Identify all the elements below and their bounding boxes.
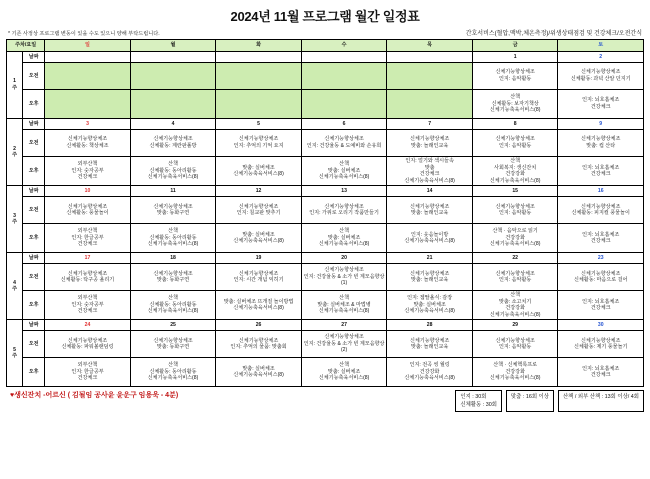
schedule-cell-am xyxy=(130,63,216,90)
schedule-cell-pm xyxy=(301,90,387,119)
schedule-cell-am: 신체기능향상체조 신체활동: 마음으로 걸어 xyxy=(558,264,644,291)
schedule-cell-am: 신체기능향상체조 인지: 건강율동 & 소가 빈 계모음향상(1) xyxy=(301,264,387,291)
schedule-cell-am xyxy=(387,63,473,90)
summary-box: 인지 : 30회 신체활동 : 30회 xyxy=(455,390,502,412)
date-cell: 26 xyxy=(216,320,302,331)
schedule-cell-am: 신체기능향상체조 맞춤: 동화구연 xyxy=(130,264,216,291)
schedule-cell-am xyxy=(301,63,387,90)
schedule-cell-am: 신체기능향상체조 인지: 음악활동 xyxy=(472,331,558,358)
footer xyxy=(6,390,644,412)
subheader xyxy=(6,28,644,39)
week-am-row xyxy=(7,197,644,224)
date-cell: 30 xyxy=(558,320,644,331)
date-row-label: 날짜 xyxy=(23,253,45,264)
week-label: 3 주 xyxy=(7,186,23,253)
schedule-cell-am: 신체기능향상체조 인지: 건강율동 & 도예비와 손유희 xyxy=(301,130,387,157)
schedule-cell-am: 신체기능향상체조 신체활동: 파워볼랜덤링 xyxy=(45,331,131,358)
schedule-cell-am xyxy=(45,63,131,90)
date-cell: 16 xyxy=(558,186,644,197)
date-cell: 15 xyxy=(472,186,558,197)
header-corner: 주차/요일 xyxy=(7,40,45,52)
note-right: 간호서비스(혈압,맥박,체온측정)/위생상태점검 및 건강체크/오전간식 xyxy=(465,31,642,37)
date-cell: 27 xyxy=(301,320,387,331)
schedule-cell-pm: 외부산책 인지: 숫자공부 건강체크 xyxy=(45,157,131,186)
week-date-row xyxy=(7,320,644,331)
schedule-cell-am: 신체기능향상체조 인지: 시간 개념 익히기 xyxy=(216,264,302,291)
schedule-cell-am: 신체기능향상체조 인지: 음악활동 xyxy=(472,264,558,291)
pm-label: 오후 xyxy=(23,224,45,253)
date-cell xyxy=(45,52,131,63)
schedule-cell-pm: 산책 맞춤: 실버체조 & 마법병 신체기능축육서비스(8) xyxy=(301,291,387,320)
date-cell: 10 xyxy=(45,186,131,197)
schedule-cell-pm: 산책 · 신체핵록프로 건강강화 신체기능축육서비스(8) xyxy=(472,358,558,387)
am-label: 오전 xyxy=(23,130,45,157)
date-cell: 28 xyxy=(387,320,473,331)
schedule-cell-pm: 산책 사회복지: 생신잔치 건강강화 신체기능축육서비스(8) xyxy=(472,157,558,186)
schedule-cell-am: 신체기능향상체조 맞춤: 놀래인교육 xyxy=(387,331,473,358)
schedule-cell-am: 신체기능향상체조 신체활동: 풍물놀이 xyxy=(45,197,131,224)
schedule-cell-pm: 맞춤: 실버체조 뜨개질 놀이방법 신체기능축육서비스(8) xyxy=(216,291,302,320)
schedule-cell-pm: 인지: 전곡 씽 월링 건강강화 신체기능축육서비스(8) xyxy=(387,358,473,387)
schedule-cell-pm xyxy=(45,90,131,119)
summary-boxes xyxy=(455,390,644,412)
date-cell xyxy=(216,52,302,63)
week-label: 2 주 xyxy=(7,119,23,186)
schedule-cell-pm xyxy=(387,90,473,119)
header-day-0: 일 xyxy=(45,40,131,52)
table-header-row xyxy=(7,40,644,52)
week-label: 5 주 xyxy=(7,320,23,387)
week-am-row xyxy=(7,264,644,291)
pm-label: 오후 xyxy=(23,157,45,186)
date-cell: 4 xyxy=(130,119,216,130)
schedule-cell-pm: 산책 신체활동: 동아리활동 신체기능축육서비스(8) xyxy=(130,224,216,253)
schedule-cell-am: 신체기능향상체조 인지: 칠교판 맞추기 xyxy=(216,197,302,224)
date-cell: 9 xyxy=(558,119,644,130)
date-cell: 25 xyxy=(130,320,216,331)
schedule-table xyxy=(6,39,644,387)
week-date-row xyxy=(7,119,644,130)
date-cell: 7 xyxy=(387,119,473,130)
schedule-cell-am: 신체기능향상체조 신체활동: 탁구공 올리기 xyxy=(45,264,131,291)
schedule-cell-pm: 인지: 뇌호흡체조 건강체크 xyxy=(558,157,644,186)
pm-label: 오후 xyxy=(23,90,45,119)
date-cell: 21 xyxy=(387,253,473,264)
date-cell xyxy=(130,52,216,63)
week-pm-row xyxy=(7,157,644,186)
schedule-cell-pm: 산책 신체활동: 보자기책상 신체기능축육서비스(8) xyxy=(472,90,558,119)
week-label: 4 주 xyxy=(7,253,23,320)
date-cell: 8 xyxy=(472,119,558,130)
schedule-body xyxy=(7,40,644,387)
schedule-cell-am: 신체기능향상체조 신체활동: 책상체조 xyxy=(45,130,131,157)
date-cell: 29 xyxy=(472,320,558,331)
am-label: 오전 xyxy=(23,264,45,291)
date-cell: 11 xyxy=(130,186,216,197)
week-date-row xyxy=(7,52,644,63)
week-date-row xyxy=(7,186,644,197)
schedule-cell-am: 신체기능향상체조 맞춤: 놀래인교육 xyxy=(387,130,473,157)
schedule-cell-pm: 산책 맞춤: 실버체조 신체기능축육서비스(8) xyxy=(301,358,387,387)
date-cell xyxy=(387,52,473,63)
date-cell: 12 xyxy=(216,186,302,197)
schedule-cell-pm: 인지: 뇌호흡체조 건강체크 xyxy=(558,224,644,253)
schedule-cell-am: 신체기능향상체조 인지: 음악활동 xyxy=(472,130,558,157)
date-cell: 6 xyxy=(301,119,387,130)
schedule-cell-am: 신체기능향상체조 신체활동: 피지컬 풍물놀이 xyxy=(558,197,644,224)
schedule-cell-pm xyxy=(130,90,216,119)
pm-label: 오후 xyxy=(23,358,45,387)
schedule-cell-am: 신체기능향상체조 인지: 가위로 오리기 작품만들기 xyxy=(301,197,387,224)
schedule-cell-pm: 인지: 웃음놀이방 신체기능축육서비스(8) xyxy=(387,224,473,253)
am-label: 오전 xyxy=(23,331,45,358)
schedule-cell-pm: 맞춤: 실버체조 신체기능축육서비스(8) xyxy=(216,224,302,253)
schedule-cell-am: 신체기능향상체조 맞춤: 놀래인교육 xyxy=(387,197,473,224)
schedule-cell-pm: 산책 신체활동: 동아리활동 신체기능축육서비스(8) xyxy=(130,291,216,320)
schedule-cell-am: 신체기능향상체조 신체활동: 계란판폴방 xyxy=(130,130,216,157)
schedule-cell-pm: 인지: 뇌호흡체조 건강체크 xyxy=(558,358,644,387)
schedule-cell-pm: 산책 맞춤: 소고치기 건강강화 신체기능축육서비스(8) xyxy=(472,291,558,320)
date-cell: 2 xyxy=(558,52,644,63)
date-cell: 18 xyxy=(130,253,216,264)
week-pm-row xyxy=(7,291,644,320)
summary-box: 산책 / 외부 산책 : 13회 이상/ 4회 xyxy=(558,390,644,412)
date-cell: 24 xyxy=(45,320,131,331)
schedule-cell-pm: 외부산책 인지: 숫자공부 건강체크 xyxy=(45,291,131,320)
date-cell: 5 xyxy=(216,119,302,130)
date-cell: 23 xyxy=(558,253,644,264)
schedule-cell-am: 신체기능향상체조 인지: 추억의 기억 요지 xyxy=(216,130,302,157)
schedule-cell-pm: 인지: 젬딸올식: 감장 맞춤: 실버체조 신체기능축육서비스(8) xyxy=(387,291,473,320)
pm-label: 오후 xyxy=(23,291,45,320)
schedule-cell-am: 신체기능향상체조 맞춤: 동화구연 xyxy=(130,331,216,358)
schedule-cell-am: 신체기능향상체조 맞춤: 컵 산타 xyxy=(558,130,644,157)
date-cell: 17 xyxy=(45,253,131,264)
week-am-row xyxy=(7,63,644,90)
schedule-cell-pm: 인지: 뇌호흡체조 건강체크 xyxy=(558,90,644,119)
schedule-cell-pm: 산책 신체활동: 동아리활동 신체기능축육서비스(8) xyxy=(130,358,216,387)
birthday-note: ♥생신잔치 -어르신 ( 김될임 공사윤 윤운구 임용욱 - 4분) xyxy=(10,392,179,400)
note-left: * 기존 사정상 프로그램 변동이 있을 수도 있으니 양해 부탁드립니다. xyxy=(8,31,160,37)
date-cell: 1 xyxy=(472,52,558,63)
week-pm-row xyxy=(7,358,644,387)
header-day-3: 수 xyxy=(301,40,387,52)
week-pm-row xyxy=(7,224,644,253)
date-cell xyxy=(301,52,387,63)
schedule-cell-am: 신체기능향상체조 맞춤: 놀래인교육 xyxy=(387,264,473,291)
schedule-cell-pm: 산책 신체활동: 동아리활동 신체기능축육서비스(8) xyxy=(130,157,216,186)
schedule-cell-pm xyxy=(216,90,302,119)
date-cell: 22 xyxy=(472,253,558,264)
date-cell: 13 xyxy=(301,186,387,197)
date-cell: 19 xyxy=(216,253,302,264)
schedule-cell-pm: 외부산책 인지: 한글공부 건강체크 xyxy=(45,224,131,253)
header-day-2: 화 xyxy=(216,40,302,52)
schedule-cell-pm: 맞춤: 실버체조 신체기능축육서비스(8) xyxy=(216,157,302,186)
schedule-cell-am: 신체기능향상체조 인지: 추억의 물품: 맞춤회 xyxy=(216,331,302,358)
date-cell: 20 xyxy=(301,253,387,264)
schedule-cell-am: 신체기능향상체조 신체활동: 과녁 산알 던지기 xyxy=(558,63,644,90)
am-label: 오전 xyxy=(23,197,45,224)
page-title: 2024년 11월 프로그램 월간 일정표 xyxy=(230,9,420,24)
date-row-label: 날짜 xyxy=(23,186,45,197)
header-day-6: 토 xyxy=(558,40,644,52)
schedule-cell-am: 신체기능향상체조 맞춤: 동화구연 xyxy=(130,197,216,224)
schedule-cell-pm: 산책 · 음악으로 읽기 건강강화 신체기능축육서비스(8) xyxy=(472,224,558,253)
date-row-label: 날짜 xyxy=(23,119,45,130)
week-am-row xyxy=(7,130,644,157)
date-row-label: 날짜 xyxy=(23,320,45,331)
week-am-row xyxy=(7,331,644,358)
schedule-cell-am: 신체기능향상체조 인지: 음악활동 xyxy=(472,197,558,224)
schedule-cell-pm: 맞춤: 실버체조 신체기능축육서비스(8) xyxy=(216,358,302,387)
schedule-cell-pm: 인지: 뇌호흡체조 건강체크 xyxy=(558,291,644,320)
am-label: 오전 xyxy=(23,63,45,90)
schedule-cell-pm: 인지: 얼기와 색시들속 맞춤 건강체크 신체기능축육서비스(8) xyxy=(387,157,473,186)
schedule-cell-pm: 외부산책 인지: 한글공부 건강체크 xyxy=(45,358,131,387)
week-date-row xyxy=(7,253,644,264)
schedule-cell-am: 신체기능향상체조 신체활동: 제기 풍물놀기 xyxy=(558,331,644,358)
week-pm-row xyxy=(7,90,644,119)
date-row-label: 날짜 xyxy=(23,52,45,63)
date-cell: 14 xyxy=(387,186,473,197)
header-day-5: 금 xyxy=(472,40,558,52)
header-day-1: 월 xyxy=(130,40,216,52)
date-cell: 3 xyxy=(45,119,131,130)
schedule-cell-pm: 산책 맞춤: 실버체조 신체기능축육서비스(8) xyxy=(301,224,387,253)
schedule-cell-am: 신체기능향상체조 인지: 음악활동 xyxy=(472,63,558,90)
summary-box: 맞춤 : 16회 이상 xyxy=(506,390,554,412)
schedule-cell-am: 신체기능향상체조 인지: 건강율동 & 소가 빈 계모음향상(2) xyxy=(301,331,387,358)
schedule-cell-pm: 산책 맞춤: 실버체조 신체기능축육서비스(8) xyxy=(301,157,387,186)
schedule-cell-am xyxy=(216,63,302,90)
header-day-4: 목 xyxy=(387,40,473,52)
week-label: 1 주 xyxy=(7,52,23,119)
